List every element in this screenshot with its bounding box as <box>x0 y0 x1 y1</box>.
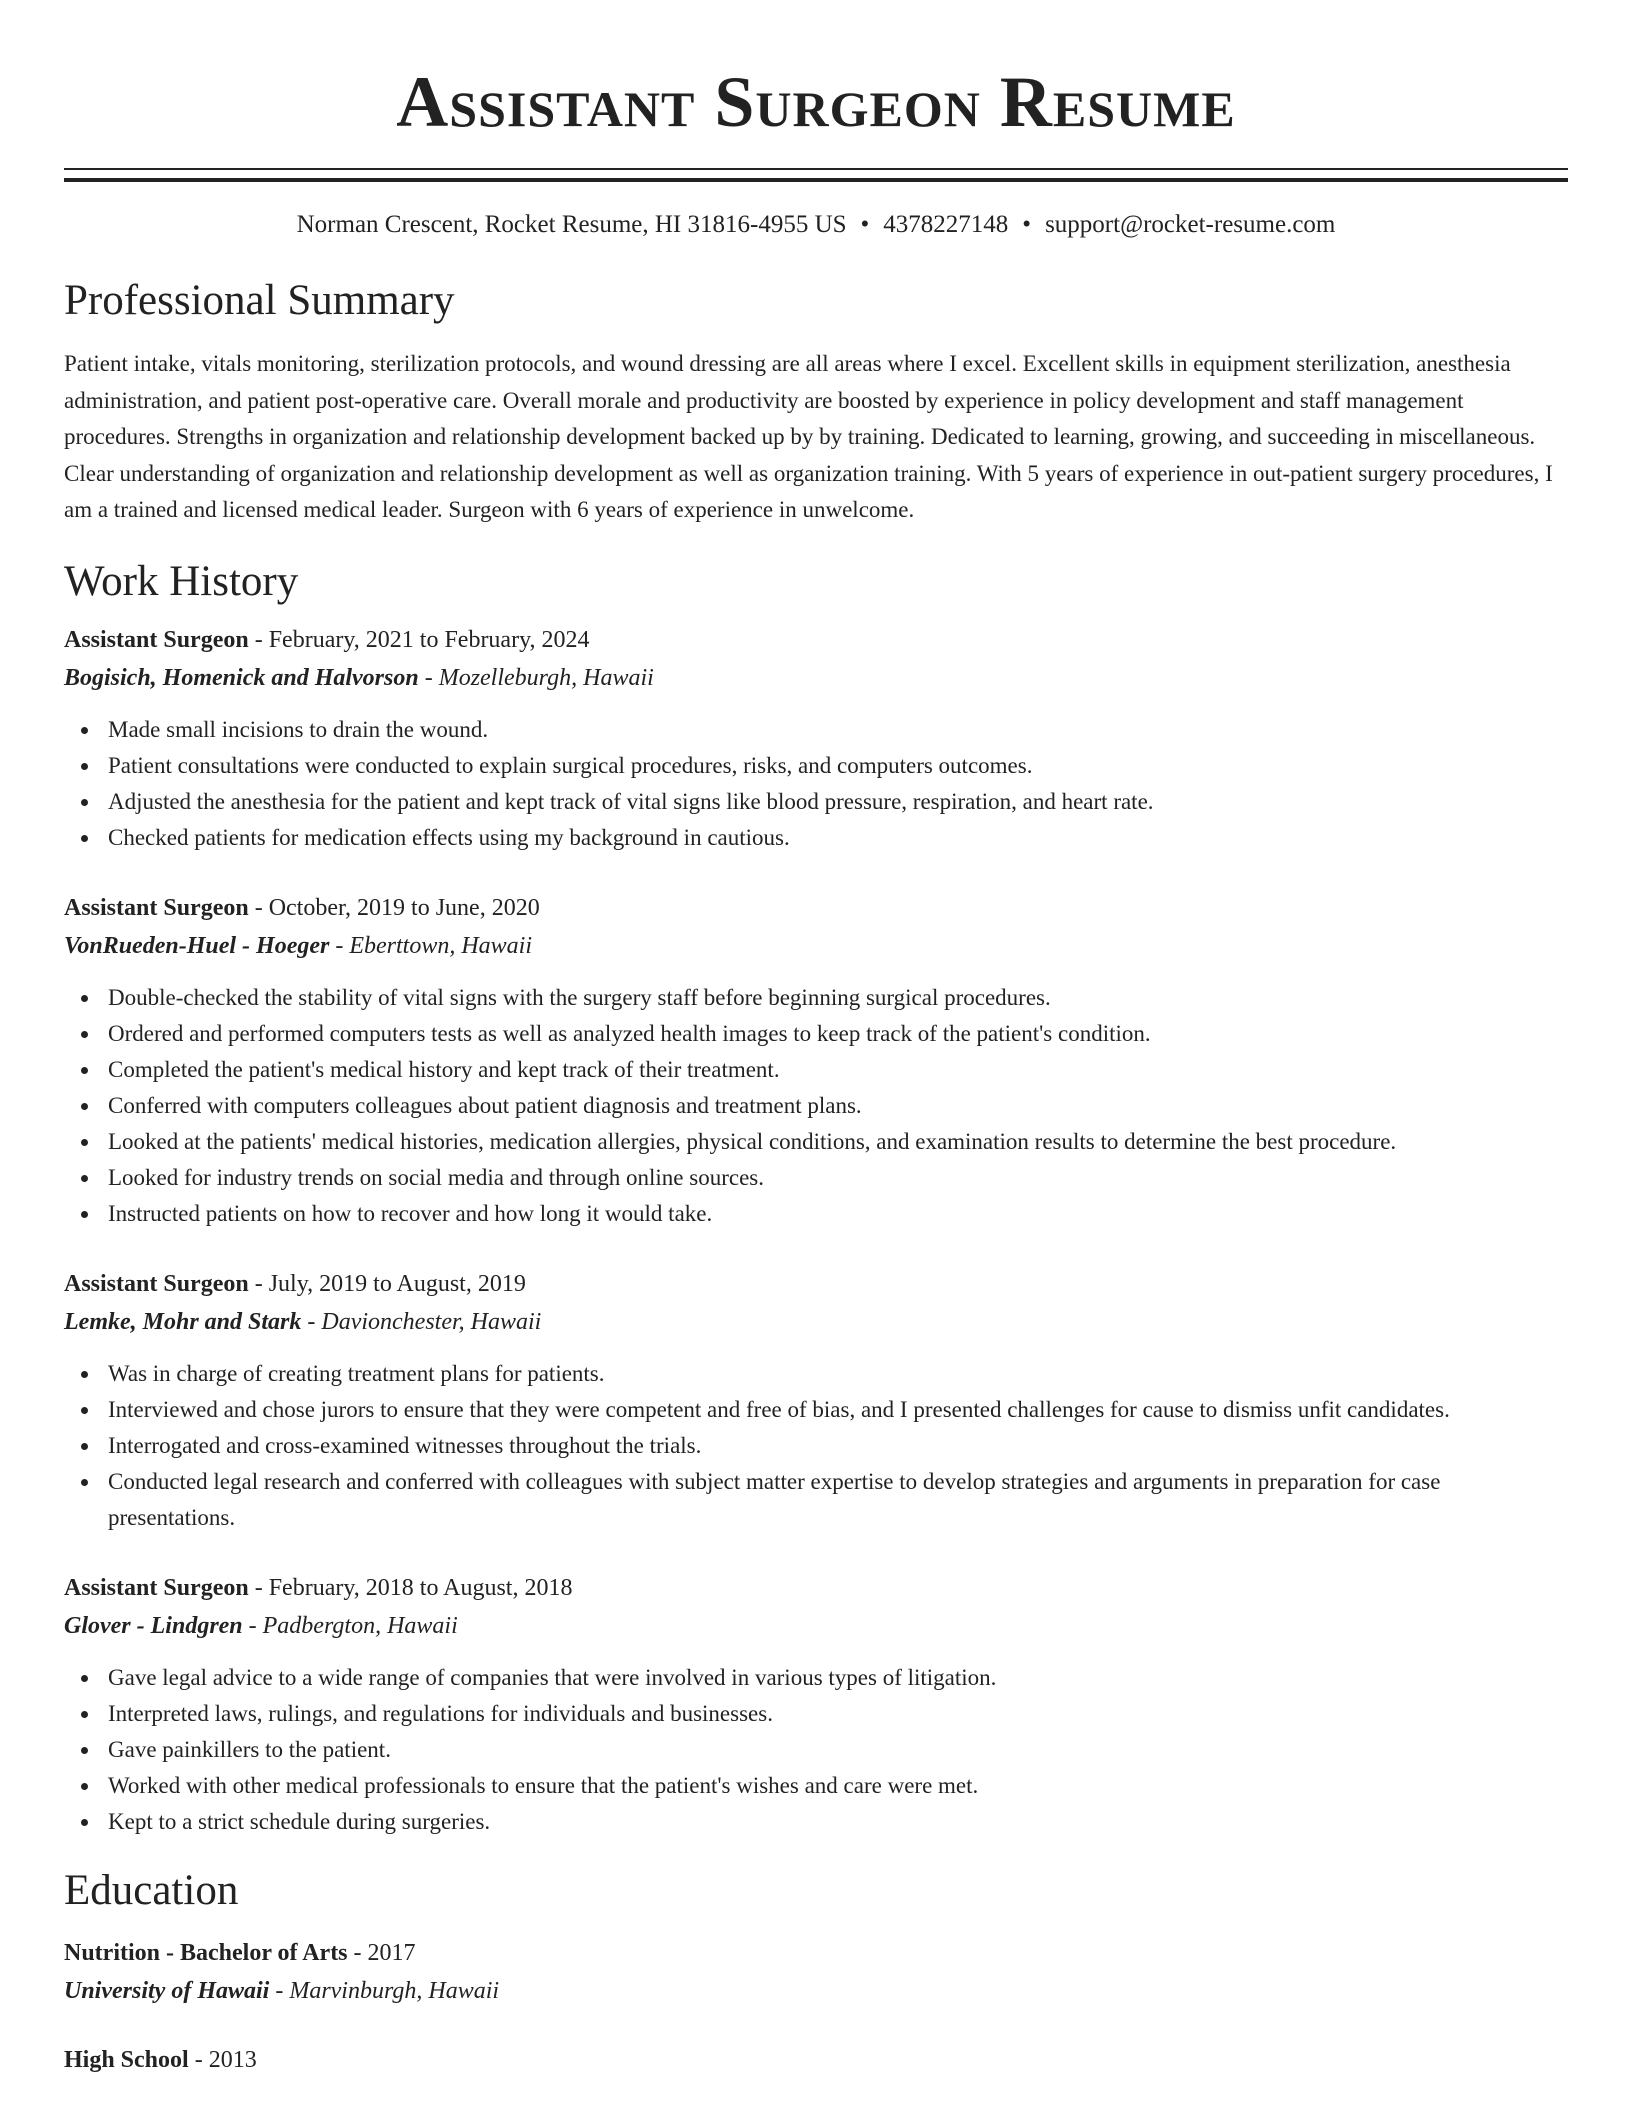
job-bullet: Gave painkillers to the patient. <box>108 1732 1568 1768</box>
summary-text: Patient intake, vitals monitoring, sterilization protocols, and wound dressing are all areas where I excel. Excellent skills in equipment sterilization, anesthesia administration, and patient post-operative care. Overall morale and productivity are boosted by experience in policy development and staff management procedures. Strengths in organization and relationship development backed up by by training. Dedicated to learning, growing, and succeeding in miscellaneous. Clear understanding of organization and relationship development as well as organization training. With 5 years of experience in out-patient surgery procedures, I am a trained and licensed medical leader. Surgeon with 6 years of experience in unwelcome. <box>64 351 1553 522</box>
job-bullets <box>64 980 1568 1232</box>
title-divider <box>64 168 1568 182</box>
contact-address: Norman Crescent, Rocket Resume, HI 31816-4955 US <box>296 211 847 238</box>
contact-phone: 4378227148 <box>883 211 1009 238</box>
job-bullet: Completed the patient's medical history and kept track of their treatment. <box>108 1052 1568 1088</box>
job-entry <box>64 621 1568 856</box>
job-location: - Davionchester, Hawaii <box>301 1308 542 1335</box>
education-school: University of Hawaii <box>64 1977 270 2004</box>
job-bullet: Was in charge of creating treatment plans for patients. <box>108 1356 1568 1392</box>
education-year: - 2013 <box>188 2046 257 2073</box>
job-company-line <box>64 1303 1568 1342</box>
job-entry <box>64 889 1568 1232</box>
job-location: - Padbergton, Hawaii <box>242 1612 458 1639</box>
job-company-line <box>64 1607 1568 1646</box>
education-heading: Education <box>64 1866 239 1914</box>
job-title: Assistant Surgeon <box>64 894 249 921</box>
job-bullet: Interpreted laws, rulings, and regulations for individuals and businesses. <box>108 1696 1568 1732</box>
summary-heading: Professional Summary <box>64 277 455 324</box>
education-school-line <box>64 1972 1568 2011</box>
contact-separator: • <box>1022 211 1032 238</box>
job-company: Glover - Lindgren <box>64 1612 243 1639</box>
job-entry <box>64 1569 1568 1840</box>
job-bullet: Made small incisions to drain the wound. <box>108 712 1568 748</box>
job-company: Bogisich, Homenick and Halvorson <box>64 664 419 691</box>
work-history-heading: Work History <box>64 557 299 605</box>
job-company-line <box>64 659 1568 698</box>
job-bullet: Double-checked the stability of vital signs with the surgery staff before beginning surgical procedures. <box>108 980 1568 1016</box>
resume-title: Assistant Surgeon Resume <box>396 62 1236 142</box>
job-bullet: Conferred with computers colleagues about patient diagnosis and treatment plans. <box>108 1088 1568 1124</box>
education-degree: Nutrition - Bachelor of Arts <box>64 1939 348 1966</box>
job-bullet: Looked for industry trends on social media and through online sources. <box>108 1160 1568 1196</box>
job-title-line <box>64 889 1568 927</box>
education-entry <box>64 1934 1568 2011</box>
job-company: VonRueden-Huel - Hoeger <box>64 932 330 959</box>
job-bullets <box>64 1356 1568 1536</box>
job-bullets <box>64 1660 1568 1840</box>
job-bullet: Checked patients for medication effects using my background in cautious. <box>108 820 1568 856</box>
job-bullet: Interviewed and chose jurors to ensure that they were competent and free of bias, and I presented challenges for cause to dismiss unfit candidates. <box>108 1392 1568 1428</box>
education-entry <box>64 2041 1568 2079</box>
job-bullet: Kept to a strict schedule during surgeries. <box>108 1804 1568 1840</box>
job-bullet: Patient consultations were conducted to explain surgical procedures, risks, and computers outcomes. <box>108 748 1568 784</box>
job-title-line <box>64 1265 1568 1303</box>
job-bullet: Instructed patients on how to recover and how long it would take. <box>108 1196 1568 1232</box>
job-bullets <box>64 712 1568 856</box>
job-location: - Mozelleburgh, Hawaii <box>418 664 654 691</box>
job-title: Assistant Surgeon <box>64 626 249 653</box>
job-bullet: Gave legal advice to a wide range of companies that were involved in various types of litigation. <box>108 1660 1568 1696</box>
job-bullet: Conducted legal research and conferred with colleagues with subject matter expertise to develop strategies and arguments in preparation for case presentations. <box>108 1464 1568 1536</box>
job-dates: - July, 2019 to August, 2019 <box>248 1270 526 1297</box>
job-bullet: Adjusted the anesthesia for the patient and kept track of vital signs like blood pressure, respiration, and heart rate. <box>108 784 1568 820</box>
job-location: - Eberttown, Hawaii <box>329 932 533 959</box>
job-title-line <box>64 1569 1568 1607</box>
job-bullet: Ordered and performed computers tests as well as analyzed health images to keep track of the patient's condition. <box>108 1016 1568 1052</box>
job-dates: - October, 2019 to June, 2020 <box>248 894 540 921</box>
education-degree: High School <box>64 2046 189 2073</box>
job-bullet: Looked at the patients' medical histories, medication allergies, physical conditions, and examination results to determine the best procedure. <box>108 1124 1568 1160</box>
education-location: - Marvinburgh, Hawaii <box>269 1977 500 2004</box>
job-title-line <box>64 621 1568 659</box>
contact-separator: • <box>860 211 870 238</box>
job-dates: - February, 2018 to August, 2018 <box>248 1574 573 1601</box>
job-company-line <box>64 927 1568 966</box>
education-degree-line <box>64 2041 1568 2079</box>
job-title: Assistant Surgeon <box>64 1574 249 1601</box>
contact-line <box>64 210 1568 240</box>
job-bullet: Worked with other medical professionals to ensure that the patient's wishes and care were met. <box>108 1768 1568 1804</box>
job-dates: - February, 2021 to February, 2024 <box>248 626 590 653</box>
education-degree-line <box>64 1934 1568 1972</box>
job-entry <box>64 1265 1568 1536</box>
job-bullet: Interrogated and cross-examined witnesses throughout the trials. <box>108 1428 1568 1464</box>
education-year: - 2017 <box>347 1939 416 1966</box>
job-company: Lemke, Mohr and Stark <box>64 1308 302 1335</box>
job-title: Assistant Surgeon <box>64 1270 249 1297</box>
contact-email[interactable]: support@rocket-resume.com <box>1045 211 1336 238</box>
